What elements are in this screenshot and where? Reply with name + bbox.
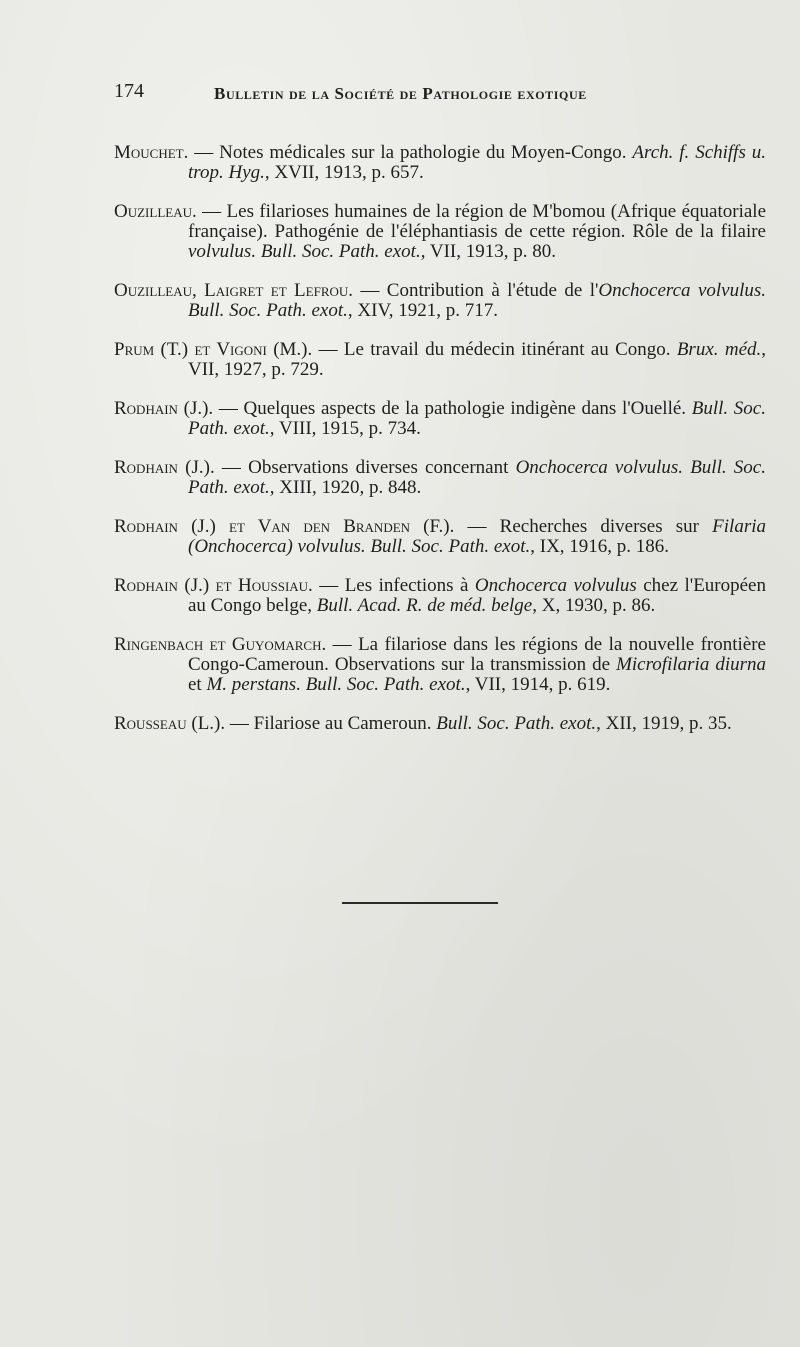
reference-volume: , VIII, 1915, p. 734. (269, 418, 421, 439)
reference-text: — Observations diverses concernant (214, 457, 516, 478)
reference-volume: , IX, 1916, p. 186. (530, 536, 670, 557)
reference-authors: Prum (T.) et Vigoni (M.). (114, 339, 313, 360)
reference-volume: , XII, 1919, p. 35. (596, 713, 732, 734)
reference-journal: Bull. Acad. R. de méd. belge (316, 595, 533, 616)
reference-volume: , X, 1930, p. 86. (532, 595, 656, 616)
reference-authors: Rodhain (J.) et Houssiau. (114, 575, 313, 596)
reference-text: — Le travail du médecin itinérant au Congo. (312, 339, 677, 360)
page-number: 174 (114, 80, 144, 102)
reference-text: — Les infections à (312, 575, 475, 596)
reference-journal: Bull. Soc. Path. exot. (188, 398, 766, 439)
reference-journal: Bull. Soc. Path. exot. (436, 713, 597, 734)
reference-authors: Rodhain (J.) et Van den Branden (F.). (114, 516, 455, 537)
reference-authors: Ouzilleau. (114, 201, 197, 222)
reference-volume: , XIII, 1920, p. 848. (269, 477, 422, 498)
reference-text: — Recherches diverses sur (454, 516, 713, 537)
reference-volume: , XVII, 1913, p. 657. (264, 162, 424, 183)
page-header (114, 80, 674, 106)
reference-entry (114, 399, 766, 439)
reference-journal: Onchocerca volvulus. Bull. Soc. Path. exot. (188, 280, 767, 321)
reference-journal: volvulus. Bull. Soc. Path. exot. (188, 241, 421, 262)
reference-volume: , VII, 1913, p. 80. (420, 241, 556, 262)
reference-entry (114, 517, 766, 557)
reference-authors: Ouzilleau, Laigret et Lefrou. (114, 280, 354, 301)
reference-journal: Brux. méd. (676, 339, 762, 360)
running-title: Bulletin de la Société de Pathologie exotique (214, 84, 587, 103)
reference-authors: Rousseau (L.). (114, 713, 226, 734)
reference-entry (114, 576, 766, 616)
reference-journal: M. perstans. Bull. Soc. Path. exot. (206, 674, 466, 695)
reference-volume: , XIV, 1921, p. 717. (347, 300, 498, 321)
reference-species: Microfilaria diurna (616, 654, 766, 675)
reference-text: — Notes médicales sur la pathologie du Moyen-Congo. (188, 142, 633, 163)
reference-volume: , VII, 1914, p. 619. (465, 674, 611, 695)
reference-text: — Contribution à l'étude de l' (353, 280, 599, 301)
reference-entry (114, 635, 766, 695)
end-rule (342, 902, 498, 904)
reference-journal: Filaria (Onchocerca) volvulus. Bull. Soc. Path. exot. (188, 516, 766, 557)
reference-entry (114, 714, 766, 734)
reference-authors: Rodhain (J.). (114, 457, 215, 478)
reference-species: Onchocerca volvulus (474, 575, 637, 596)
reference-list (114, 124, 766, 736)
reference-text: — La filariose dans les régions de la nouvelle frontière Congo-Cameroun. Observations sur la transmission de (188, 634, 766, 675)
reference-authors: Rodhain (J.). (114, 398, 214, 419)
reference-entry (114, 143, 766, 183)
reference-journal: Onchocerca volvulus. Bull. Soc. Path. exot. (188, 457, 766, 498)
reference-entry (114, 202, 766, 262)
reference-text: — Les filarioses humaines de la région de M'bomou (Afrique équatoriale française). Pathogénie de l'éléphantiasis de cette région. Rôle de la filaire (188, 201, 766, 242)
reference-entry (114, 281, 766, 321)
reference-text: — Filariose au Cameroun. (225, 713, 437, 734)
reference-volume: , VII, 1927, p. 729. (188, 339, 766, 380)
reference-text: — Quelques aspects de la pathologie indigène dans l'Ouellé. (213, 398, 692, 419)
reference-journal: Arch. f. Schiffs u. trop. Hyg. (188, 142, 766, 183)
reference-authors: Ringenbach et Guyomarch. (114, 634, 327, 655)
reference-text-mid: chez l'Européen au Congo belge, (188, 575, 766, 616)
reference-entry (114, 340, 766, 380)
reference-text-mid: et (188, 674, 207, 695)
reference-entry (114, 458, 766, 498)
reference-authors: Mouchet. (114, 142, 189, 163)
